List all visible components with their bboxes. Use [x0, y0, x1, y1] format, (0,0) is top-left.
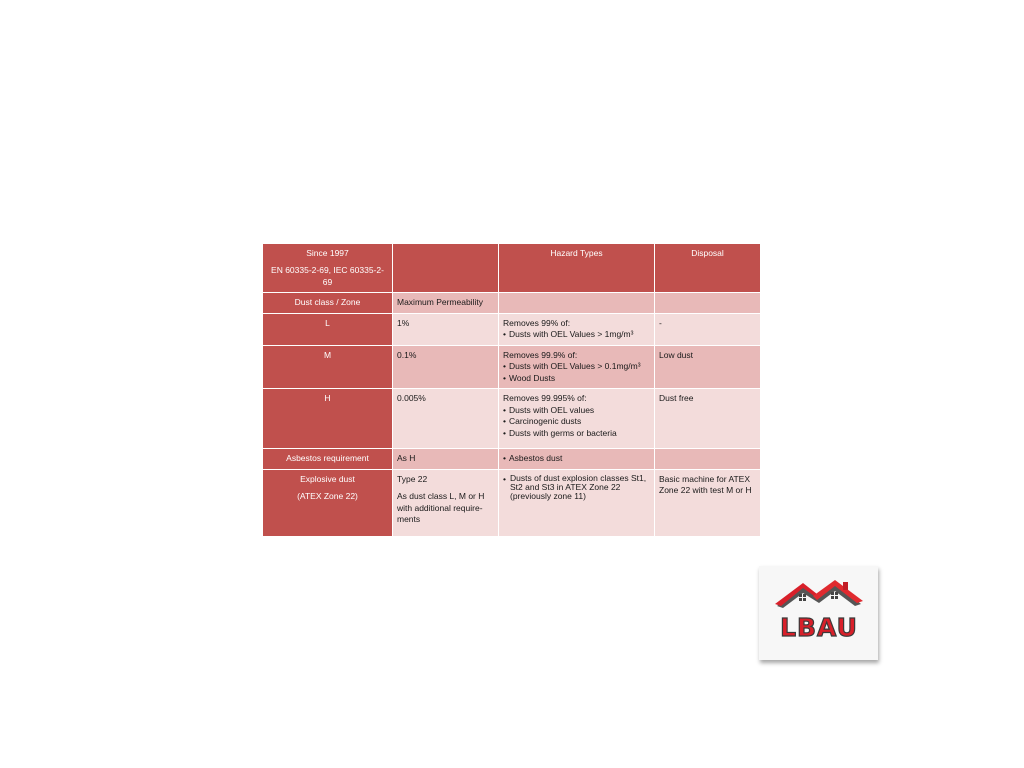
explosive-requirements: As dust class L, M or H with additional require-ments — [397, 491, 485, 525]
class-h-label: H — [263, 389, 393, 449]
header-disposal: Disposal — [655, 244, 761, 293]
header-hazard-types: Hazard Types — [499, 244, 655, 293]
dust-class-table — [262, 243, 761, 537]
asbestos-hazards — [499, 449, 655, 469]
explosive-hazards — [499, 469, 655, 536]
explosive-disposal: Basic machine for ATEX Zone 22 with test M or H — [655, 469, 761, 536]
class-l-label: L — [263, 313, 393, 345]
table-row — [263, 389, 761, 449]
class-m-hazards — [499, 345, 655, 388]
hazard-intro: Removes 99.995% of: — [503, 393, 587, 404]
class-m-permeability: 0.1% — [393, 345, 499, 388]
dust-class-zone-label: Dust class / Zone — [263, 293, 393, 313]
hazard-bullet-text: Dusts of dust explosion classes St1, St2 and St3 in ATEX Zone 22 (previously zone 11) — [510, 472, 647, 501]
hazard-bullet: • Dusts with OEL Values > 1mg/m³ — [503, 329, 650, 340]
max-permeability-label: Maximum Permeability — [393, 293, 499, 313]
class-l-permeability: 1% — [393, 313, 499, 345]
table-header-row — [263, 244, 761, 293]
hazard-intro: Removes 99.9% of: — [503, 349, 578, 360]
explosive-permeability — [393, 469, 499, 536]
hazard-bullet: • Asbestos dust — [503, 453, 650, 464]
bullet-dot: • — [503, 473, 506, 484]
class-h-permeability: 0.005% — [393, 389, 499, 449]
hazard-intro: Removes 99% of: — [503, 317, 571, 328]
hazard-bullet — [503, 474, 650, 501]
lbau-logo-text: LBAU — [780, 613, 858, 642]
atex-zone-label: (ATEX Zone 22) — [297, 491, 358, 502]
hazard-bullet: • Wood Dusts — [503, 373, 650, 384]
class-l-hazards — [499, 313, 655, 345]
hazard-bullet: • Carcinogenic dusts — [503, 416, 650, 427]
class-h-disposal: Dust free — [655, 389, 761, 449]
lbau-logo — [759, 566, 878, 660]
type-22-label: Type 22 — [397, 473, 428, 484]
asbestos-disposal — [655, 449, 761, 469]
table-row — [263, 469, 761, 536]
asbestos-permeability: As H — [393, 449, 499, 469]
class-h-hazards — [499, 389, 655, 449]
hazard-bullet: • Dusts with OEL values — [503, 405, 650, 416]
empty-cell — [499, 293, 655, 313]
table-row — [263, 313, 761, 345]
header-since-cell — [263, 244, 393, 293]
class-l-disposal: - — [655, 313, 761, 345]
asbestos-label: Asbestos requirement — [263, 449, 393, 469]
header-since: Since 1997 — [306, 248, 349, 258]
hazard-bullet: • Dusts with OEL Values > 0.1mg/m³ — [503, 361, 650, 372]
header-empty-cell — [393, 244, 499, 293]
header-standard: EN 60335-2-69, IEC 60335-2-69 — [271, 265, 384, 287]
explosive-dust-label: Explosive dust — [300, 473, 355, 484]
table-row — [263, 293, 761, 313]
hazard-bullet: • Dusts with germs or bacteria — [503, 428, 650, 439]
table-row — [263, 449, 761, 469]
class-m-disposal: Low dust — [655, 345, 761, 388]
table-row — [263, 345, 761, 388]
explosive-dust-cell — [263, 469, 393, 536]
empty-cell — [655, 293, 761, 313]
class-m-label: M — [263, 345, 393, 388]
